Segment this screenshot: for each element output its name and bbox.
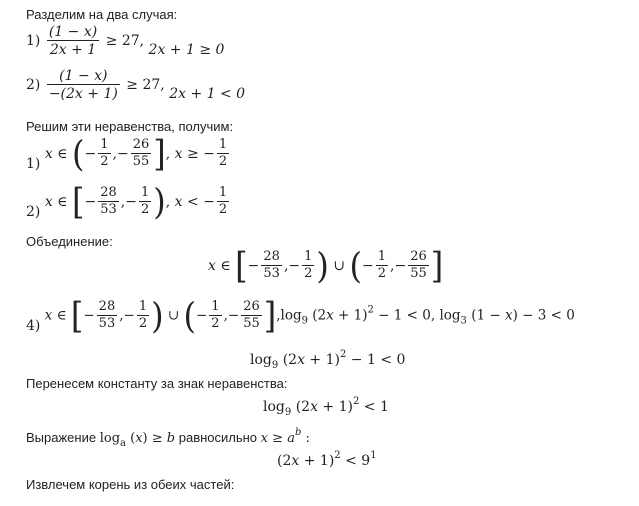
solution1-formula: 1) x ∈ (− $\frac{1}{2}$ ,− $\frac{26}{55}$ ], x ≥ − $\frac{1}{2}$: [26, 133, 228, 175]
step4-formula: 4) x ∈ [− $\frac{28}{53}$ ,− $\frac{1}{2}$ ) ∪ (− $\frac{1}{2}$ ,− $\frac{26}{55}$ ]$,\log_9$ $(2x + 1)^2 - 1 < 0$, $\log_3 (1 - x) - 3 < 0$: [26, 295, 575, 337]
log-inequality-2: $\log_9 (2x + 1)^2 < 1$: [263, 396, 389, 418]
power-inequality: $(2x + 1)^2 < 9^1$: [277, 450, 377, 469]
expression-line: Выражение $\log_a (x) \ge b$ равносильно $x \ge a^b$ :: [26, 427, 310, 449]
union-formula: x ∈ [− $\frac{28}{53}$ ,− $\frac{1}{2}$ ) ∪ (− $\frac{1}{2}$ ,− $\frac{26}{55}$ ]: [208, 245, 444, 287]
case2-condition: 2x + 1 < 0: [169, 86, 246, 103]
case1-label: 1): [26, 33, 41, 50]
union-text: Объединение:: [26, 234, 113, 249]
case2-label: 2): [26, 77, 41, 94]
log-inequality-1: $\log_9 (2x + 1)^2 - 1 < 0$: [250, 349, 406, 371]
solution2-formula: 2) x ∈ [− $\frac{28}{53}$ ,− $\frac{1}{2}$ ), x < − $\frac{1}{2}$: [26, 181, 228, 223]
case2-formula: 2) $\frac{(1 - x)}{-(2x + 1)}$ ≥ 27, 2x + 1 < 0: [26, 68, 246, 103]
case2-fraction: $\frac{(1 - x)}{-(2x + 1)}$: [48, 68, 118, 103]
case1-condition: 2x + 1 ≥ 0: [148, 42, 225, 59]
intro-text: Разделим на два случая:: [26, 7, 178, 22]
case1-formula: 1) $\frac{(1 - x)}{2x + 1}$ ≥ 27, 2x + 1 ≥ 0: [26, 24, 225, 59]
solve-text: Решим эти неравенства, получим:: [26, 119, 234, 134]
transfer-text: Перенесем константу за знак неравенства:: [26, 376, 288, 391]
case1-fraction: $\frac{(1 - x)}{2x + 1}$: [48, 24, 98, 59]
sqrt-text: Извлечем корень из обеих частей:: [26, 477, 235, 492]
